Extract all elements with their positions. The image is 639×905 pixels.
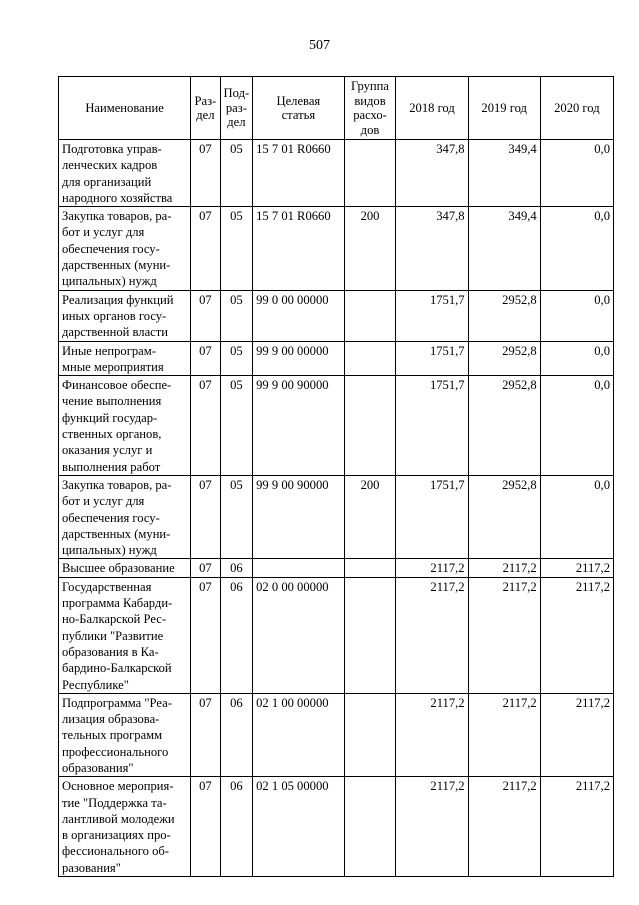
cell-expense-group: 200: [344, 207, 396, 290]
cell-2020: 0,0: [540, 475, 613, 558]
table-row: [59, 290, 614, 341]
cell-expense-group: [344, 290, 396, 341]
cell-expense-group: [344, 140, 396, 207]
cell-target-article: 15 7 01 R0660: [253, 207, 344, 290]
cell-2018: 2117,2: [396, 559, 468, 577]
budget-table: [58, 76, 614, 877]
cell-2020: 0,0: [540, 341, 613, 376]
cell-expense-group: [344, 693, 396, 776]
cell-target-article: 02 1 05 00000: [253, 777, 344, 877]
table-row: [59, 693, 614, 776]
cell-target-article: 02 0 00 00000: [253, 577, 344, 693]
cell-expense-group: [344, 341, 396, 376]
cell-target-article: 99 9 00 90000: [253, 376, 344, 476]
table-row: [59, 376, 614, 476]
table-row: [59, 777, 614, 877]
cell-target-article: 02 1 00 00000: [253, 693, 344, 776]
cell-subsection: 05: [220, 140, 253, 207]
table-body: [59, 140, 614, 877]
cell-expense-group: [344, 559, 396, 577]
header-2018: 2018 год: [396, 77, 468, 140]
cell-section: 07: [191, 207, 220, 290]
cell-target-article: 99 9 00 00000: [253, 341, 344, 376]
cell-name: Подготовка управ- ленческих кадров для организаций народного хозяйства: [59, 140, 191, 207]
cell-name: Иные непрограм- мные мероприятия: [59, 341, 191, 376]
cell-2019: 2952,8: [468, 290, 540, 341]
header-2019: 2019 год: [468, 77, 540, 140]
cell-expense-group: [344, 777, 396, 877]
cell-2020: 2117,2: [540, 693, 613, 776]
cell-section: 07: [191, 290, 220, 341]
table-row: [59, 559, 614, 577]
table-row: [59, 207, 614, 290]
cell-name: Закупка товаров, ра- бот и услуг для обеспечения госу- дарственных (муни- ципальных) нужд: [59, 475, 191, 558]
cell-2019: 2117,2: [468, 559, 540, 577]
cell-section: 07: [191, 559, 220, 577]
cell-name: Подпрограмма "Реа- лизация образова- тельных программ профессионального образования": [59, 693, 191, 776]
cell-section: 07: [191, 577, 220, 693]
cell-subsection: 06: [220, 693, 253, 776]
table-row: [59, 577, 614, 693]
cell-2018: 1751,7: [396, 290, 468, 341]
cell-subsection: 05: [220, 290, 253, 341]
cell-subsection: 05: [220, 475, 253, 558]
header-target-article: Целевая статья: [253, 77, 344, 140]
cell-section: 07: [191, 475, 220, 558]
cell-section: 07: [191, 140, 220, 207]
cell-expense-group: 200: [344, 475, 396, 558]
cell-section: 07: [191, 777, 220, 877]
header-section: Раз- дел: [191, 77, 220, 140]
cell-2018: 1751,7: [396, 341, 468, 376]
cell-2018: 347,8: [396, 140, 468, 207]
cell-expense-group: [344, 376, 396, 476]
cell-2019: 2952,8: [468, 475, 540, 558]
cell-section: 07: [191, 341, 220, 376]
cell-2020: 2117,2: [540, 559, 613, 577]
cell-target-article: 99 0 00 00000: [253, 290, 344, 341]
cell-section: 07: [191, 693, 220, 776]
cell-name: Финансовое обеспе- чение выполнения функций государ- ственных органов, оказания услуг и выполнения работ: [59, 376, 191, 476]
table-header: [59, 77, 614, 140]
cell-subsection: 06: [220, 577, 253, 693]
cell-target-article: 15 7 01 R0660: [253, 140, 344, 207]
header-2020: 2020 год: [540, 77, 613, 140]
cell-name: Высшее образование: [59, 559, 191, 577]
cell-target-article: [253, 559, 344, 577]
cell-2018: 2117,2: [396, 577, 468, 693]
page-number: 507: [309, 38, 330, 53]
cell-2019: 2117,2: [468, 777, 540, 877]
cell-subsection: 06: [220, 777, 253, 877]
cell-2019: 2117,2: [468, 693, 540, 776]
cell-2020: 2117,2: [540, 777, 613, 877]
cell-2020: 2117,2: [540, 577, 613, 693]
table-row: [59, 341, 614, 376]
cell-subsection: 05: [220, 207, 253, 290]
cell-2018: 1751,7: [396, 376, 468, 476]
cell-subsection: 06: [220, 559, 253, 577]
header-row: [59, 77, 614, 140]
cell-2019: 2117,2: [468, 577, 540, 693]
cell-2019: 2952,8: [468, 341, 540, 376]
table-row: [59, 475, 614, 558]
cell-2019: 349,4: [468, 207, 540, 290]
table-row: [59, 140, 614, 207]
cell-subsection: 05: [220, 341, 253, 376]
cell-2020: 0,0: [540, 207, 613, 290]
cell-expense-group: [344, 577, 396, 693]
cell-2018: 347,8: [396, 207, 468, 290]
cell-2020: 0,0: [540, 290, 613, 341]
cell-name: Реализация функций иных органов госу- дарственной власти: [59, 290, 191, 341]
cell-target-article: 99 9 00 90000: [253, 475, 344, 558]
cell-2018: 2117,2: [396, 777, 468, 877]
header-name: Наименование: [59, 77, 191, 140]
cell-2019: 2952,8: [468, 376, 540, 476]
cell-2018: 2117,2: [396, 693, 468, 776]
cell-2020: 0,0: [540, 140, 613, 207]
cell-2020: 0,0: [540, 376, 613, 476]
cell-subsection: 05: [220, 376, 253, 476]
cell-section: 07: [191, 376, 220, 476]
header-expense-group: Группа видов расхо- дов: [344, 77, 396, 140]
cell-2018: 1751,7: [396, 475, 468, 558]
cell-name: Государственная программа Кабарди- но-Балкарской Рес- публики "Развитие образования в Ка- бардино-Балкарской Республике": [59, 577, 191, 693]
cell-2019: 349,4: [468, 140, 540, 207]
header-subsection: Под- раз- дел: [220, 77, 253, 140]
cell-name: Закупка товаров, ра- бот и услуг для обеспечения госу- дарственных (муни- ципальных) нужд: [59, 207, 191, 290]
cell-name: Основное мероприя- тие "Поддержка та- лантливой молодежи в организациях про- фессионального об- разования": [59, 777, 191, 877]
